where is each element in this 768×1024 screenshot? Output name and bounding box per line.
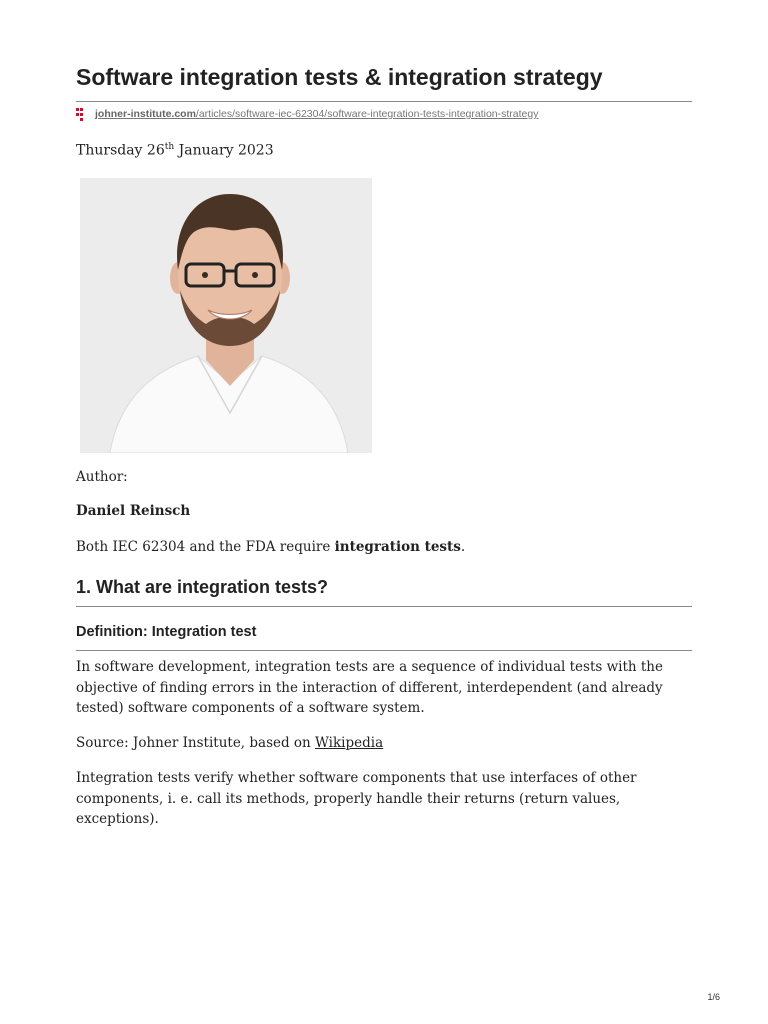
- author-name-line: [76, 501, 692, 522]
- source-url: [76, 107, 539, 121]
- intro-paragraph: [76, 537, 692, 558]
- intro-before: Both IEC 62304 and the FDA require: [76, 539, 335, 555]
- title-divider: [76, 101, 692, 102]
- date-prefix: Thursday 26: [76, 142, 165, 159]
- page-number: 1/6: [707, 992, 720, 1002]
- source-url-link[interactable]: [95, 108, 539, 120]
- publish-date: [76, 142, 274, 159]
- page-title: Software integration tests & integration strategy: [76, 64, 603, 90]
- author-portrait-image: [80, 178, 372, 453]
- intro-bold: integration tests: [334, 539, 461, 555]
- author-label: Author:: [76, 469, 128, 485]
- url-path: /articles/software-iec-62304/software-integration-tests-integration-strategy: [195, 108, 539, 120]
- section-divider: [76, 606, 692, 607]
- date-rest: January 2023: [174, 142, 274, 159]
- url-host: johner-institute.com: [95, 108, 196, 120]
- definition-paragraph: In software development, integration tests are a sequence of individual tests with the objective of finding errors in the interaction of different, interdependent (and already tested) software components of a software system.: [76, 659, 663, 716]
- section-heading: 1. What are integration tests?: [76, 577, 329, 597]
- source-prefix: Source: Johner Institute, based on: [76, 735, 316, 751]
- body-paragraph: Integration tests verify whether software components that use interfaces of other components, i. e. call its methods, properly handle their returns (return values, exceptions).: [76, 770, 637, 827]
- date-suffix: th: [164, 142, 175, 152]
- definition-heading: Definition: Integration test: [76, 624, 257, 640]
- wikipedia-link[interactable]: Wikipedia: [315, 735, 384, 751]
- johner-logo-icon: [76, 108, 86, 121]
- definition-divider: [76, 650, 692, 651]
- author-photo: [80, 178, 372, 453]
- source-paragraph: [76, 733, 692, 754]
- author-name: Daniel Reinsch: [76, 503, 191, 519]
- intro-after: .: [460, 539, 466, 555]
